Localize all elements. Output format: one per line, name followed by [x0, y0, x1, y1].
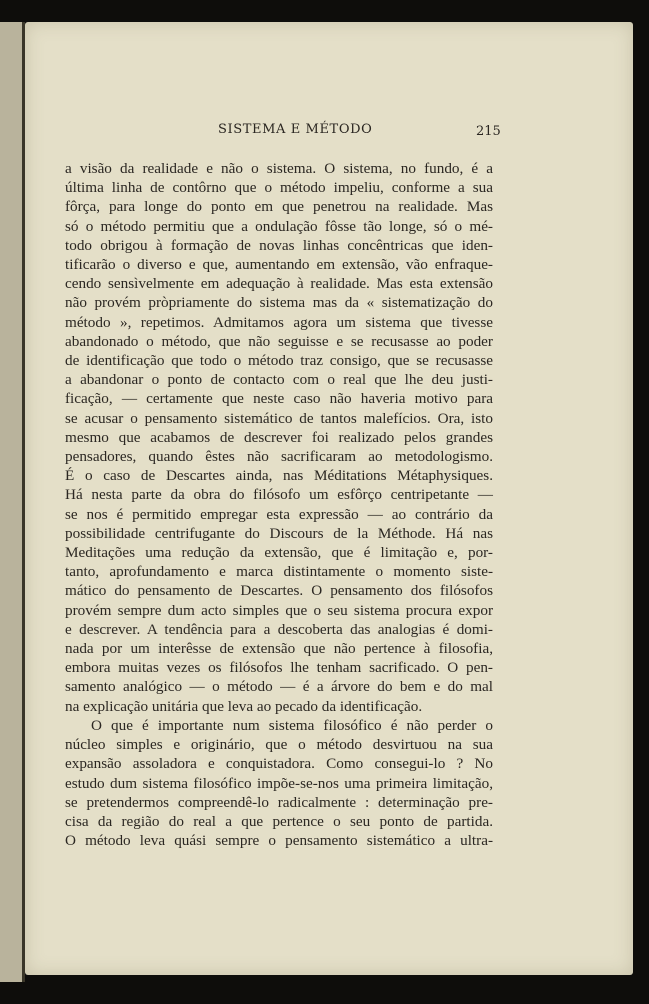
text-line: se pretendermos compreendê-lo radicalmente : determinação pre- — [65, 793, 493, 811]
running-title: SISTEMA E MÉTODO — [218, 122, 373, 137]
text-line: O método leva quási sempre o pensamento sistemático a ultra- — [65, 832, 493, 850]
book-page — [25, 22, 633, 975]
text-line: É o caso de Descartes ainda, nas Méditations Métaphysiques. — [65, 467, 493, 485]
text-line: método », repetimos. Admitamos agora um sistema que tivesse — [65, 313, 493, 331]
text-line: de identificação que todo o método traz consigo, que se recusasse — [65, 352, 493, 370]
text-line: se nos é permitido empregar esta expressão — ao contrário da — [65, 505, 493, 523]
text-line: abandonado o método, que não seguisse e se recusasse ao poder — [65, 332, 493, 350]
text-line: na explicação unitária que leva ao pecado da identificação. — [65, 697, 423, 715]
text-line: ficação, — certamente que neste caso não haveria motivo para — [65, 390, 493, 408]
text-line: embora muitas vezes os filósofos lhe tenham sacrificado. O pen- — [65, 659, 493, 677]
text-line: estudo dum sistema filosófico impõe-se-nos uma primeira limitação, — [65, 774, 493, 792]
text-line: mático do pensamento de Descartes. O pensamento dos filósofos — [65, 582, 493, 600]
previous-page-edge — [0, 22, 23, 982]
text-line: O que é importante num sistema filosófico é não perder o — [91, 716, 493, 734]
text-line: a visão da realidade e não o sistema. O sistema, no fundo, é a — [65, 160, 493, 177]
text-line: se acusar o pensamento sistemático de tantos malefícios. Ora, isto — [65, 409, 493, 427]
text-line: a abandonar o ponto de contacto com o real que lhe deu justi- — [65, 371, 493, 389]
text-line: tificarão o diverso e que, aumentando em extensão, vão enfraque- — [65, 256, 493, 274]
text-line: não provém pròpriamente do sistema mas da « sistematização do — [65, 294, 493, 312]
text-line: provém sempre dum acto simples que o seu sistema procura expor — [65, 601, 493, 619]
text-line: cisa da região do real a que pertence o seu ponto de partida. — [65, 812, 493, 830]
text-line: nada por um interêsse de extensão que não pertence à filosofia, — [65, 640, 493, 658]
text-line: e descrever. A tendência para a descoberta das analogias é domi- — [65, 620, 493, 638]
text-line: núcleo simples e originário, que o método desvirtuou na sua — [65, 736, 493, 754]
text-line: tanto, aprofundamento e marca distintamente o momento siste- — [65, 563, 493, 581]
text-line: expansão assoladora e conquistadora. Como consegui-lo ? No — [65, 755, 493, 773]
text-line: Há nesta parte da obra do filósofo um esfôrço centripetante — — [65, 486, 493, 504]
text-line: todo obrigou à formação de novas linhas concêntricas que iden- — [65, 236, 493, 254]
text-line: possibilidade centrifugante do Discours de la Méthode. Há nas — [65, 524, 493, 542]
page-number: 215 — [476, 124, 501, 139]
text-line: só o método permitiu que a ondulação fôsse tão longe, só o mé- — [65, 217, 493, 235]
text-line: fôrça, para longe do ponto em que penetrou na realidade. Mas — [65, 198, 493, 216]
text-line: mesmo que acabamos de descrever foi realizado pelos grandes — [65, 428, 493, 446]
text-line: samento analógico — o método — é a árvore do bem e do mal — [65, 678, 493, 696]
body-text — [65, 159, 493, 850]
running-header — [25, 122, 633, 142]
text-line: cendo sensìvelmente em adequação à realidade. Mas esta extensão — [65, 275, 493, 293]
text-line: última linha de contôrno que o método impeliu, conforme a sua — [65, 179, 493, 197]
text-line: pensadores, quando êstes não sacrificaram ao metodologismo. — [65, 448, 493, 466]
text-line: Meditações uma redução da extensão, que é limitação e, por- — [65, 544, 493, 562]
